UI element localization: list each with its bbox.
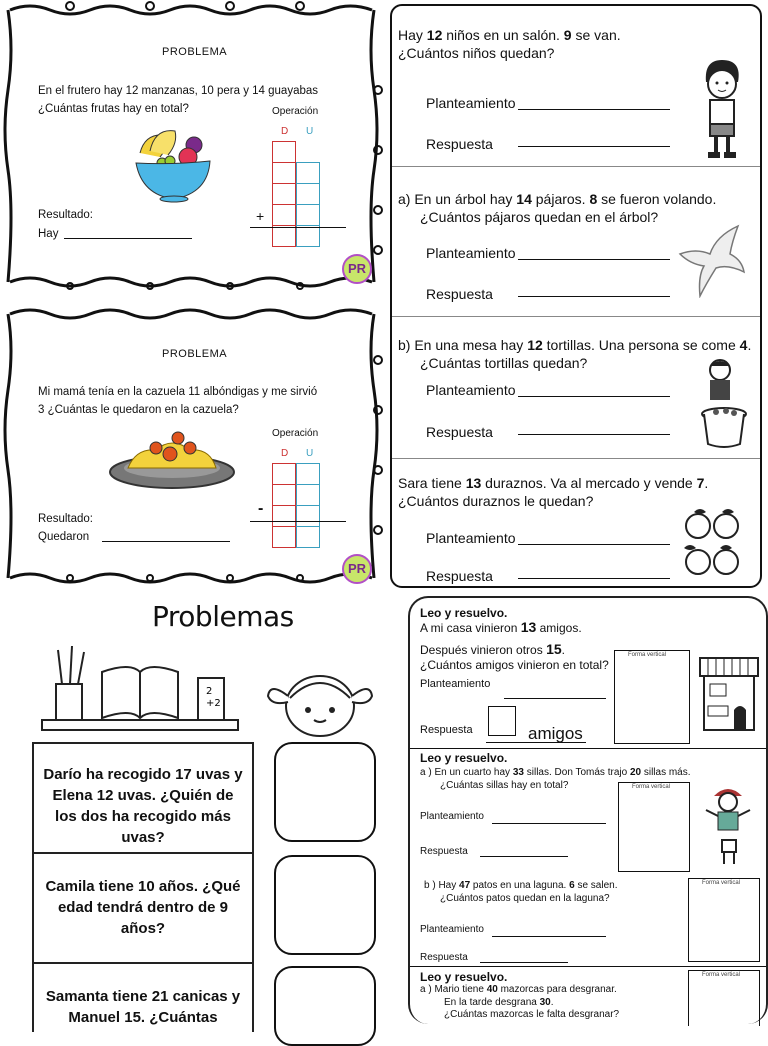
vertical-form-label: Forma vertical bbox=[702, 880, 741, 886]
planteamiento-label: Planteamiento bbox=[426, 245, 516, 261]
plus-sign: + bbox=[256, 208, 265, 224]
bird-icon bbox=[676, 224, 748, 298]
result-prefix: Quedaron bbox=[38, 531, 90, 543]
question-1-line2: ¿Cuántos niños quedan? bbox=[398, 45, 555, 61]
respuesta-line[interactable] bbox=[518, 578, 670, 579]
section-1-line1: A mi casa vinieron 13 amigos. bbox=[420, 619, 582, 635]
girl-face-icon bbox=[262, 658, 378, 748]
man-with-chairs-icon bbox=[700, 782, 756, 868]
planteamiento-line[interactable] bbox=[492, 936, 606, 937]
amigos-label: amigos bbox=[528, 724, 583, 743]
problem-text-line1: En el frutero hay 12 manzanas, 10 pera y 14 guayabas bbox=[38, 85, 319, 97]
section-1-line2: Después vinieron otros 15. bbox=[420, 641, 565, 657]
section-2-b-line1: b ) Hay 47 patos en una laguna. 6 se salen. bbox=[424, 880, 618, 891]
card-title: PROBLEMA bbox=[162, 46, 228, 58]
question-1-text: Darío ha recogido 17 uvas y Elena 12 uvas. ¿Quién de los dos ha recogido más uvas? bbox=[43, 766, 243, 846]
problem-text-line2: 3 ¿Cuántas le quedaron en la cazuela? bbox=[38, 404, 239, 416]
respuesta-line[interactable] bbox=[480, 856, 568, 857]
vertical-form-box[interactable] bbox=[618, 782, 690, 872]
answer-box-2[interactable] bbox=[274, 855, 376, 955]
section-2-a-line1: a ) En un cuarto hay 33 sillas. Don Tomás trajo 20 sillas más. bbox=[420, 767, 691, 778]
respuesta-line[interactable] bbox=[518, 146, 670, 147]
question-2-line2: ¿Cuántos pájaros quedan en el árbol? bbox=[420, 209, 659, 225]
question-3-text: Samanta tiene 21 canicas y Manuel 15. ¿Cuántas bbox=[45, 988, 241, 1026]
respuesta-label: Respuesta bbox=[420, 724, 473, 736]
vertical-form-box[interactable] bbox=[688, 878, 760, 962]
planteamiento-line[interactable] bbox=[518, 544, 670, 545]
planteamiento-label: Planteamiento bbox=[420, 924, 484, 935]
section-3-line3: ¿Cuántas mazorcas le falta desgranar? bbox=[444, 1009, 620, 1020]
planteamiento-label: Planteamiento bbox=[426, 95, 516, 111]
tens-label: D bbox=[281, 126, 289, 137]
question-1-line1: Hay 12 niños en un salón. 9 se van. bbox=[398, 27, 621, 43]
planteamiento-label: Planteamiento bbox=[420, 678, 491, 690]
respuesta-label: Respuesta bbox=[426, 568, 493, 584]
units-label: U bbox=[306, 126, 314, 137]
units-label: U bbox=[306, 448, 314, 459]
vertical-form-box[interactable] bbox=[614, 650, 690, 744]
problem-card-fruits bbox=[6, 8, 374, 284]
respuesta-label: Respuesta bbox=[420, 846, 468, 857]
section-3-line1: a ) Mario tiene 40 mazorcas para desgranar. bbox=[420, 984, 617, 995]
fruit-bowl-icon bbox=[130, 123, 214, 203]
result-answer-line[interactable] bbox=[102, 541, 230, 542]
question-3-line2: ¿Cuántas tortillas quedan? bbox=[420, 355, 588, 371]
section-2-a-line2: ¿Cuántas sillas hay en total? bbox=[440, 780, 569, 791]
section-2-heading: Leo y resuelvo. bbox=[420, 751, 508, 765]
vertical-form-label: Forma vertical bbox=[628, 652, 667, 658]
respuesta-line[interactable] bbox=[518, 434, 670, 435]
planteamiento-line[interactable] bbox=[504, 698, 606, 699]
house-icon bbox=[696, 654, 762, 734]
respuesta-line[interactable] bbox=[518, 296, 670, 297]
respuesta-label: Respuesta bbox=[426, 286, 493, 302]
question-2-text: Camila tiene 10 años. ¿Qué edad tendrá dentro de 9 años? bbox=[45, 878, 241, 937]
planteamiento-label: Planteamiento bbox=[426, 382, 516, 398]
card-title: PROBLEMA bbox=[162, 348, 228, 360]
problem-card-meatballs bbox=[6, 308, 374, 584]
operation-label: Operación bbox=[272, 106, 319, 117]
answer-box-3[interactable] bbox=[274, 966, 376, 1046]
tens-label: D bbox=[281, 448, 289, 459]
respuesta-line[interactable] bbox=[480, 962, 568, 963]
problem-text-line1: Mi mamá tenía en la cazuela 11 albóndigas y me sirvió bbox=[38, 386, 318, 398]
planteamiento-line[interactable] bbox=[492, 823, 606, 824]
question-4-line2: ¿Cuántos duraznos le quedan? bbox=[398, 493, 594, 509]
vertical-form-label: Forma vertical bbox=[702, 972, 741, 978]
vertical-form-label: Forma vertical bbox=[632, 784, 671, 790]
worksheet-subtraction bbox=[390, 4, 762, 588]
pr-logo: PR bbox=[342, 254, 372, 284]
girl-with-pot-icon bbox=[698, 356, 752, 452]
worksheet-title: Problemas bbox=[152, 600, 294, 633]
minus-sign: - bbox=[258, 500, 264, 517]
respuesta-label: Respuesta bbox=[426, 424, 493, 440]
svg-text:2: 2 bbox=[206, 686, 213, 697]
section-3-heading: Leo y resuelvo. bbox=[420, 970, 508, 984]
section-1-heading: Leo y resuelvo. bbox=[420, 606, 508, 620]
answer-square[interactable] bbox=[488, 706, 516, 736]
problem-text-line2: ¿Cuántas frutas hay en total? bbox=[38, 103, 189, 115]
peaches-icon bbox=[680, 504, 746, 582]
section-2-b-line2: ¿Cuántos patos quedan en la laguna? bbox=[440, 893, 610, 904]
planteamiento-line[interactable] bbox=[518, 259, 670, 260]
result-prefix: Hay bbox=[38, 228, 59, 240]
planteamiento-line[interactable] bbox=[518, 396, 670, 397]
problems-worksheet bbox=[0, 592, 392, 1024]
question-4-line1: Sara tiene 13 duraznos. Va al mercado y vende 7. bbox=[398, 475, 709, 491]
answer-box-1[interactable] bbox=[274, 742, 376, 842]
section-3-line2: En la tarde desgrana 30. bbox=[444, 997, 554, 1008]
pr-logo: PR bbox=[342, 554, 372, 584]
result-label: Resultado: bbox=[38, 513, 93, 525]
worksheet-leo-resuelvo bbox=[408, 596, 768, 1024]
respuesta-label: Respuesta bbox=[426, 136, 493, 152]
books-shelf-icon bbox=[40, 642, 240, 736]
section-1-line3: ¿Cuántos amigos vinieron en total? bbox=[420, 658, 609, 672]
vertical-form-box[interactable] bbox=[688, 970, 760, 1026]
svg-text:+2: +2 bbox=[206, 698, 221, 709]
question-3-line1: b) En una mesa hay 12 tortillas. Una persona se come 4. bbox=[398, 337, 752, 353]
respuesta-label: Respuesta bbox=[420, 952, 468, 963]
planteamiento-line[interactable] bbox=[518, 109, 670, 110]
planteamiento-label: Planteamiento bbox=[420, 811, 484, 822]
result-label: Resultado: bbox=[38, 209, 93, 221]
operation-label: Operación bbox=[272, 428, 319, 439]
planteamiento-label: Planteamiento bbox=[426, 530, 516, 546]
question-2-line1: a) En un árbol hay 14 pájaros. 8 se fueron volando. bbox=[398, 191, 717, 207]
spaghetti-plate-icon bbox=[106, 426, 238, 492]
result-answer-line[interactable] bbox=[64, 238, 192, 239]
boy-icon bbox=[698, 56, 746, 164]
